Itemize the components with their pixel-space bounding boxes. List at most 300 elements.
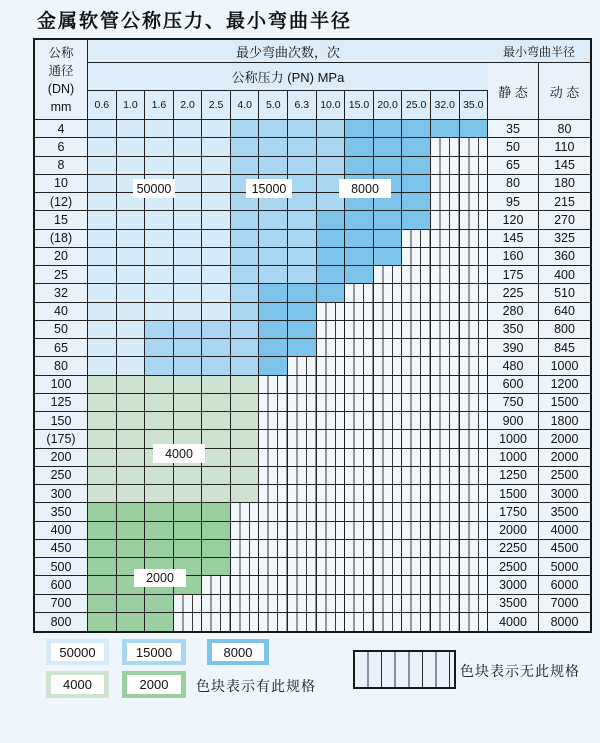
spec-cell	[288, 230, 317, 247]
pressure-header-cell: 10.0	[317, 91, 346, 119]
spec-cell	[202, 449, 231, 466]
cycle-count-label: 8000	[339, 179, 391, 198]
no-spec-cell	[431, 357, 460, 374]
no-spec-cell	[317, 558, 346, 575]
no-spec-cell	[231, 540, 260, 557]
no-spec-cell	[374, 394, 403, 411]
no-spec-cell	[431, 248, 460, 265]
spec-cell	[202, 430, 231, 447]
spec-cell	[145, 376, 174, 393]
no-spec-cell	[202, 576, 231, 593]
spec-cell	[145, 503, 174, 520]
spec-cell	[288, 339, 317, 356]
no-spec-cell	[431, 522, 460, 539]
no-spec-cell	[317, 595, 346, 612]
spec-cell	[145, 157, 174, 174]
dynamic-cell: 4000	[539, 522, 590, 539]
spec-cell	[231, 430, 260, 447]
cycles-header: 最少弯曲次数，次	[88, 40, 488, 63]
no-spec-cell	[460, 248, 489, 265]
spec-grid	[88, 394, 488, 411]
no-spec-cell	[259, 376, 288, 393]
spec-cell	[145, 522, 174, 539]
spec-cell	[202, 248, 231, 265]
dn-cell: 10	[35, 175, 88, 192]
spec-cell	[117, 503, 146, 520]
dynamic-cell: 800	[539, 321, 590, 338]
no-spec-cell	[402, 266, 431, 283]
dn-cell: (18)	[35, 230, 88, 247]
static-cell: 1750	[488, 503, 539, 520]
spec-cell	[231, 467, 260, 484]
no-spec-cell	[460, 595, 489, 612]
spec-cell	[88, 230, 117, 247]
no-spec-cell	[374, 595, 403, 612]
table-row	[35, 339, 590, 357]
spec-grid	[88, 613, 488, 631]
corner-line: (DN)	[47, 81, 75, 96]
static-cell: 1500	[488, 485, 539, 502]
spec-cell	[145, 394, 174, 411]
no-spec-cell	[431, 339, 460, 356]
spec-cell	[202, 175, 231, 192]
no-spec-cell	[374, 321, 403, 338]
spec-cell	[117, 284, 146, 301]
no-spec-cell	[460, 430, 489, 447]
static-cell: 4000	[488, 613, 539, 631]
header-right	[488, 40, 590, 119]
spec-grid	[88, 248, 488, 265]
spec-cell	[231, 248, 260, 265]
spec-cell	[259, 248, 288, 265]
table-row	[35, 248, 590, 266]
spec-cell	[202, 394, 231, 411]
no-spec-cell	[259, 412, 288, 429]
table-row	[35, 321, 590, 339]
spec-cell	[345, 266, 374, 283]
dynamic-cell: 215	[539, 193, 590, 210]
no-spec-cell	[460, 357, 489, 374]
spec-grid	[88, 284, 488, 301]
no-spec-cell	[288, 613, 317, 631]
dynamic-cell: 180	[539, 175, 590, 192]
dn-cell: 300	[35, 485, 88, 502]
spec-cell	[231, 138, 260, 155]
no-spec-cell	[259, 503, 288, 520]
pressure-header-cell: 6.3	[288, 91, 317, 119]
spec-cell	[231, 394, 260, 411]
no-spec-label: 色块表示无此规格	[460, 663, 580, 679]
spec-cell	[231, 339, 260, 356]
spec-cell	[117, 138, 146, 155]
spec-cell	[174, 120, 203, 137]
no-spec-cell	[345, 412, 374, 429]
spec-cell	[231, 230, 260, 247]
spec-cell	[88, 339, 117, 356]
spec-cell	[117, 248, 146, 265]
table-row	[35, 485, 590, 503]
no-spec-cell	[345, 430, 374, 447]
static-cell: 1000	[488, 449, 539, 466]
no-spec-cell	[374, 412, 403, 429]
no-spec-cell	[460, 138, 489, 155]
spec-grid	[88, 321, 488, 338]
table-header	[35, 40, 590, 120]
spec-cell	[174, 248, 203, 265]
legend-swatch-label: 4000	[51, 675, 104, 694]
spec-cell	[117, 613, 146, 631]
no-spec-cell	[317, 540, 346, 557]
no-spec-cell	[231, 576, 260, 593]
spec-cell	[202, 540, 231, 557]
table-row	[35, 576, 590, 594]
spec-cell	[402, 157, 431, 174]
dn-cell: 65	[35, 339, 88, 356]
dynamic-cell: 3000	[539, 485, 590, 502]
table-row	[35, 430, 590, 448]
no-spec-cell	[345, 394, 374, 411]
no-spec-cell	[402, 394, 431, 411]
pressure-header-cell: 0.6	[88, 91, 117, 119]
no-spec-cell	[288, 376, 317, 393]
table-row	[35, 175, 590, 193]
spec-cell	[174, 394, 203, 411]
no-spec-cell	[317, 339, 346, 356]
no-spec-cell	[231, 558, 260, 575]
spec-cell	[202, 522, 231, 539]
spec-cell	[88, 376, 117, 393]
spec-cell	[231, 321, 260, 338]
no-spec-cell	[259, 485, 288, 502]
spec-cell	[174, 211, 203, 228]
spec-cell	[88, 558, 117, 575]
spec-cell	[145, 613, 174, 631]
no-spec-cell	[374, 467, 403, 484]
no-spec-cell	[317, 485, 346, 502]
dn-cell: 150	[35, 412, 88, 429]
spec-cell	[145, 321, 174, 338]
spec-cell	[88, 522, 117, 539]
corner-line: 公称	[48, 45, 74, 60]
static-cell: 600	[488, 376, 539, 393]
no-spec-cell	[402, 248, 431, 265]
radius-header: 最小弯曲半径	[488, 40, 590, 63]
static-cell: 3000	[488, 576, 539, 593]
no-spec-cell	[460, 485, 489, 502]
no-spec-cell	[345, 357, 374, 374]
no-spec-cell	[402, 558, 431, 575]
spec-cell	[174, 540, 203, 557]
pressure-header-cell: 1.6	[145, 91, 174, 119]
no-spec-cell	[374, 540, 403, 557]
no-spec-cell	[431, 157, 460, 174]
dynamic-cell: 325	[539, 230, 590, 247]
spec-cell	[174, 230, 203, 247]
dynamic-cell: 4500	[539, 540, 590, 557]
no-spec-cell	[402, 284, 431, 301]
static-cell: 750	[488, 394, 539, 411]
no-spec-cell	[460, 449, 489, 466]
static-cell: 2250	[488, 540, 539, 557]
spec-cell	[174, 412, 203, 429]
spec-cell	[117, 449, 146, 466]
no-spec-cell	[460, 211, 489, 228]
spec-grid	[88, 357, 488, 374]
dn-cell: 400	[35, 522, 88, 539]
no-spec-cell	[460, 230, 489, 247]
no-spec-cell	[345, 522, 374, 539]
no-spec-cell	[259, 430, 288, 447]
spec-grid	[88, 138, 488, 155]
spec-cell	[145, 339, 174, 356]
no-spec-cell	[259, 394, 288, 411]
spec-cell	[259, 230, 288, 247]
dn-cell: 32	[35, 284, 88, 301]
spec-cell	[117, 303, 146, 320]
spec-cell	[317, 284, 346, 301]
no-spec-cell	[317, 412, 346, 429]
no-spec-cell	[374, 357, 403, 374]
no-spec-cell	[231, 613, 260, 631]
no-spec-cell	[402, 412, 431, 429]
spec-cell	[88, 540, 117, 557]
spec-cell	[259, 321, 288, 338]
dn-cell: 40	[35, 303, 88, 320]
no-spec-cell	[374, 430, 403, 447]
no-spec-cell	[460, 412, 489, 429]
spec-cell	[259, 120, 288, 137]
spec-cell	[202, 193, 231, 210]
no-spec-cell	[460, 376, 489, 393]
spec-cell	[117, 321, 146, 338]
spec-cell	[288, 193, 317, 210]
no-spec-cell	[259, 449, 288, 466]
no-spec-cell	[231, 503, 260, 520]
spec-cell	[259, 266, 288, 283]
table-body	[35, 120, 590, 631]
spec-cell	[145, 284, 174, 301]
table-row	[35, 284, 590, 302]
table-row	[35, 412, 590, 430]
spec-cell	[88, 303, 117, 320]
no-spec-cell	[374, 558, 403, 575]
spec-cell	[231, 485, 260, 502]
spec-cell	[259, 357, 288, 374]
no-spec-cell	[431, 503, 460, 520]
table-row	[35, 120, 590, 138]
dynamic-cell: 1000	[539, 357, 590, 374]
spec-grid	[88, 266, 488, 283]
static-cell: 65	[488, 157, 539, 174]
spec-cell	[202, 357, 231, 374]
static-cell: 1250	[488, 467, 539, 484]
legend-swatch	[122, 671, 186, 698]
spec-cell	[145, 357, 174, 374]
spec-grid	[88, 376, 488, 393]
spec-cell	[202, 412, 231, 429]
dn-cell: 4	[35, 120, 88, 137]
no-spec-cell	[345, 449, 374, 466]
spec-cell	[202, 211, 231, 228]
legend-swatch-label: 15000	[127, 643, 181, 661]
spec-grid	[88, 303, 488, 320]
pressure-header-cell: 35.0	[460, 91, 489, 119]
static-cell: 480	[488, 357, 539, 374]
spec-grid	[88, 412, 488, 429]
no-spec-cell	[431, 303, 460, 320]
spec-cell	[288, 157, 317, 174]
spec-cell	[345, 120, 374, 137]
no-spec-cell	[431, 467, 460, 484]
spec-grid	[88, 449, 488, 466]
no-spec-cell	[345, 303, 374, 320]
no-spec-cell	[317, 430, 346, 447]
pressure-value-row	[88, 91, 488, 119]
min-bend-table	[33, 38, 592, 633]
spec-cell	[317, 266, 346, 283]
spec-cell	[88, 284, 117, 301]
no-spec-cell	[460, 266, 489, 283]
no-spec-cell	[402, 485, 431, 502]
no-spec-cell	[317, 467, 346, 484]
no-spec-cell	[460, 193, 489, 210]
no-spec-cell	[288, 394, 317, 411]
spec-cell	[88, 485, 117, 502]
spec-cell	[174, 193, 203, 210]
spec-cell	[231, 412, 260, 429]
dn-cell: (12)	[35, 193, 88, 210]
spec-cell	[259, 339, 288, 356]
spec-cell	[145, 467, 174, 484]
spec-cell	[202, 230, 231, 247]
spec-cell	[288, 175, 317, 192]
spec-cell	[117, 266, 146, 283]
dn-cell: (175)	[35, 430, 88, 447]
spec-grid	[88, 522, 488, 539]
dynamic-cell: 110	[539, 138, 590, 155]
dn-cell: 250	[35, 467, 88, 484]
spec-cell	[288, 266, 317, 283]
spec-cell	[374, 230, 403, 247]
no-spec-cell	[374, 522, 403, 539]
dn-cell: 500	[35, 558, 88, 575]
no-spec-cell	[317, 576, 346, 593]
no-spec-cell	[345, 576, 374, 593]
no-spec-cell	[431, 430, 460, 447]
no-spec-cell	[317, 357, 346, 374]
static-cell: 2000	[488, 522, 539, 539]
no-spec-cell	[317, 394, 346, 411]
no-spec-cell	[259, 576, 288, 593]
spec-cell	[374, 138, 403, 155]
no-spec-cell	[431, 613, 460, 631]
dn-cell: 80	[35, 357, 88, 374]
static-cell: 95	[488, 193, 539, 210]
spec-grid	[88, 157, 488, 174]
no-spec-cell	[288, 576, 317, 593]
no-spec-swatch	[353, 650, 456, 689]
pressure-header-cell: 32.0	[431, 91, 460, 119]
spec-cell	[88, 357, 117, 374]
no-spec-cell	[174, 595, 203, 612]
no-spec-cell	[402, 540, 431, 557]
no-spec-cell	[431, 558, 460, 575]
no-spec-cell	[460, 175, 489, 192]
spec-cell	[117, 120, 146, 137]
spec-cell	[174, 138, 203, 155]
no-spec-cell	[345, 467, 374, 484]
table-row	[35, 376, 590, 394]
page-title: 金属软管公称压力、最小弯曲半径	[37, 10, 353, 32]
no-spec-cell	[317, 449, 346, 466]
dynamic-header: 动 态	[539, 63, 590, 119]
no-spec-cell	[460, 394, 489, 411]
dn-cell: 450	[35, 540, 88, 557]
spec-cell	[117, 540, 146, 557]
no-spec-cell	[402, 503, 431, 520]
no-spec-cell	[288, 503, 317, 520]
spec-cell	[231, 157, 260, 174]
spec-cell	[317, 230, 346, 247]
no-spec-cell	[460, 576, 489, 593]
no-spec-cell	[288, 522, 317, 539]
spec-cell	[231, 284, 260, 301]
dynamic-cell: 80	[539, 120, 590, 137]
dn-cell: 20	[35, 248, 88, 265]
pressure-header-cell: 5.0	[259, 91, 288, 119]
table-row	[35, 193, 590, 211]
no-spec-cell	[345, 485, 374, 502]
spec-cell	[317, 248, 346, 265]
spec-cell	[117, 595, 146, 612]
no-spec-cell	[345, 613, 374, 631]
spec-cell	[88, 266, 117, 283]
no-spec-cell	[402, 595, 431, 612]
no-spec-cell	[259, 540, 288, 557]
spec-cell	[117, 430, 146, 447]
legend-swatch-label: 50000	[51, 643, 104, 661]
spec-cell	[88, 248, 117, 265]
no-spec-cell	[431, 321, 460, 338]
no-spec-cell	[288, 357, 317, 374]
dynamic-cell: 640	[539, 303, 590, 320]
no-spec-cell	[431, 449, 460, 466]
dn-cell: 15	[35, 211, 88, 228]
dynamic-cell: 8000	[539, 613, 590, 631]
dn-cell: 700	[35, 595, 88, 612]
static-cell: 225	[488, 284, 539, 301]
no-spec-cell	[402, 522, 431, 539]
spec-cell	[259, 284, 288, 301]
spec-cell	[88, 193, 117, 210]
no-spec-cell	[317, 613, 346, 631]
spec-cell	[88, 595, 117, 612]
spec-grid	[88, 120, 488, 137]
spec-cell	[374, 248, 403, 265]
no-spec-cell	[345, 558, 374, 575]
spec-cell	[231, 357, 260, 374]
spec-cell	[202, 485, 231, 502]
spec-cell	[317, 211, 346, 228]
spec-cell	[145, 138, 174, 155]
spec-cell	[145, 211, 174, 228]
dynamic-cell: 7000	[539, 595, 590, 612]
dynamic-cell: 1800	[539, 412, 590, 429]
spec-cell	[88, 576, 117, 593]
static-cell: 145	[488, 230, 539, 247]
spec-cell	[317, 120, 346, 137]
table-row	[35, 540, 590, 558]
